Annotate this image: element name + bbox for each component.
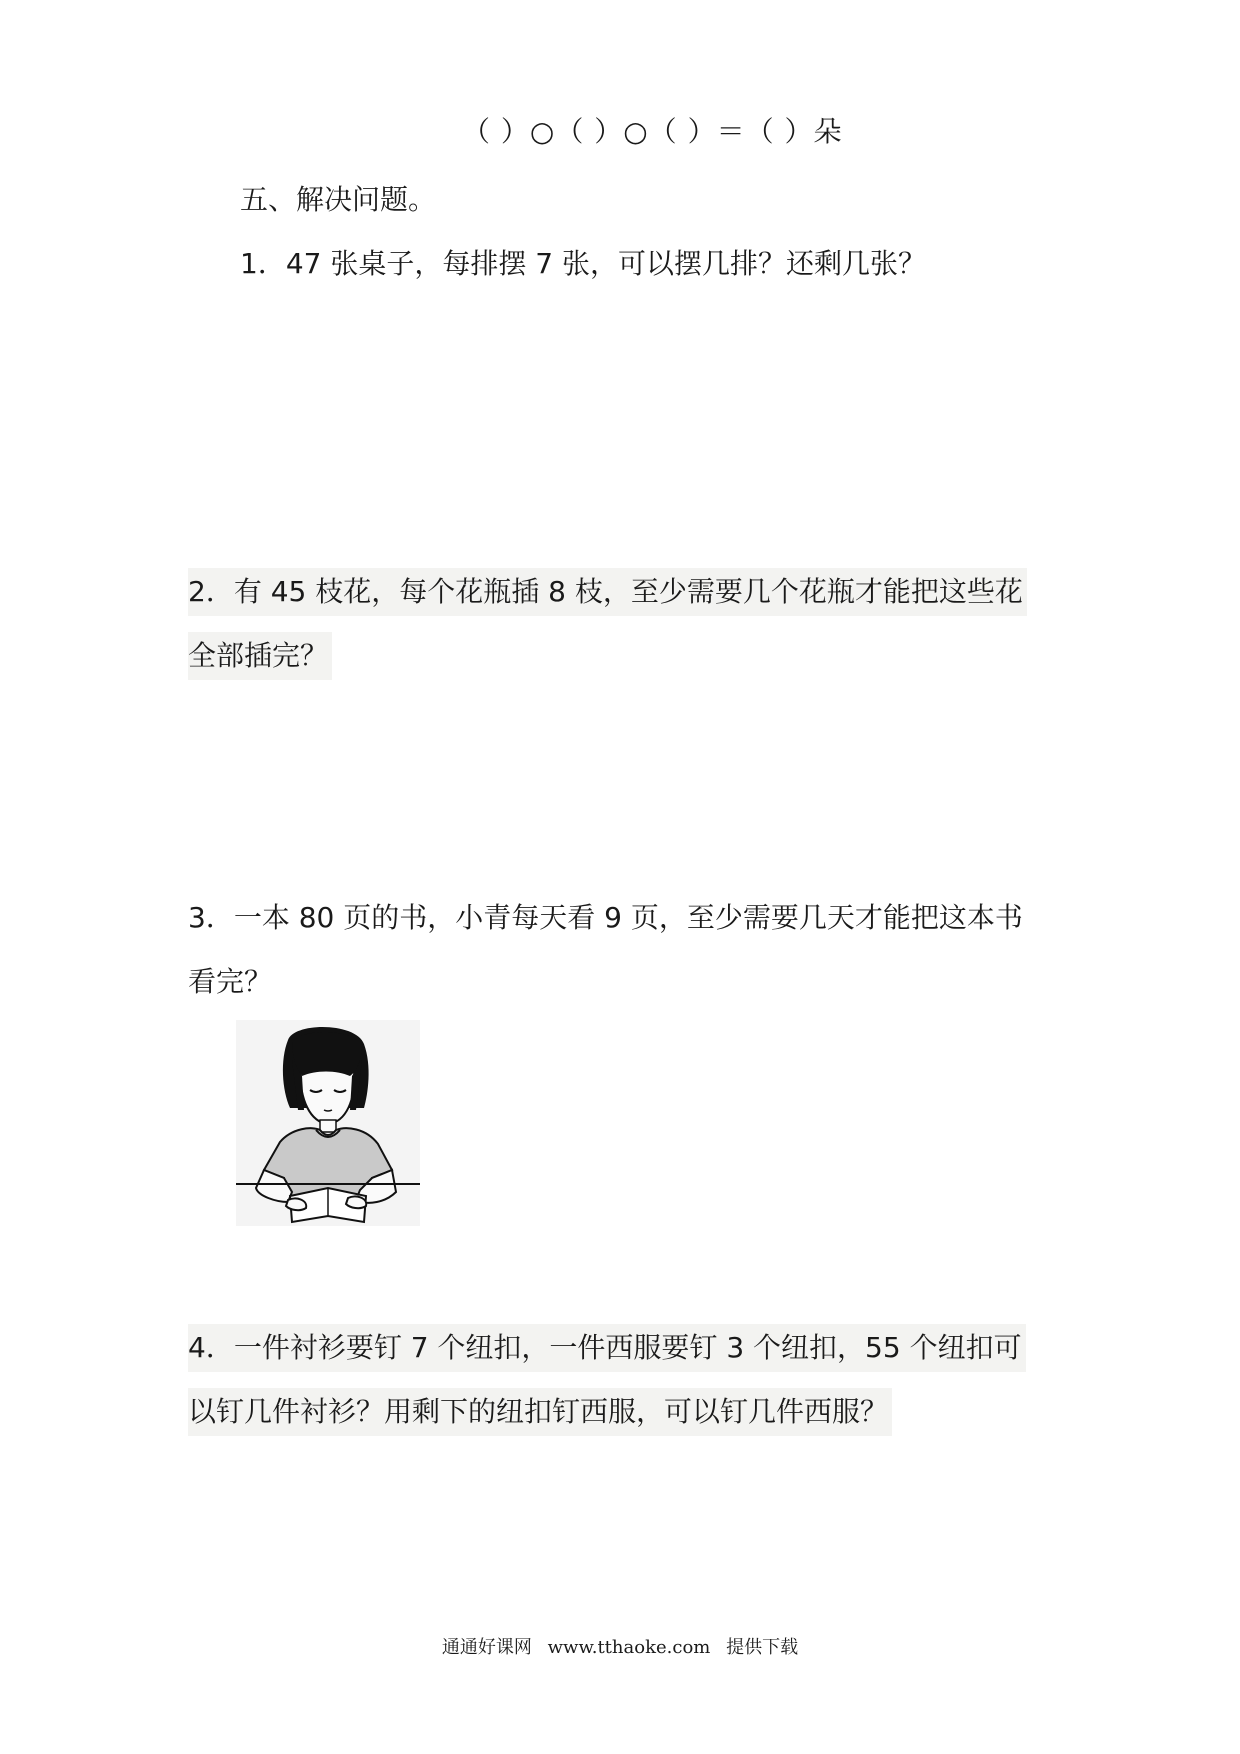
- section-heading: 五、解决问题。: [240, 183, 437, 216]
- page-footer: [0, 1636, 1240, 1660]
- footer-url-link[interactable]: www.tthaoke.com: [547, 1637, 711, 1658]
- question-3-line-1: 3．一本 80 页的书，小青每天看 9 页，至少需要几天才能把这本书: [188, 901, 1023, 934]
- question-4-line-2: 以钉几件衬衫？用剩下的纽扣钉西服，可以钉几件西服？: [188, 1388, 892, 1436]
- question-4-line-1: 4．一件衬衫要钉 7 个纽扣，一件西服要钉 3 个纽扣，55 个纽扣可: [188, 1324, 1026, 1372]
- footer-download-note: 提供下载: [726, 1637, 799, 1658]
- answer-formula-line: （ ）○（ ）○（ ）＝（ ）朵: [462, 115, 843, 148]
- question-3-line-2: 看完？: [188, 965, 273, 998]
- question-1-line-1: 1．47 张桌子，每排摆 7 张，可以摆几排？还剩几张？: [240, 247, 926, 280]
- girl-reading-book-icon: [236, 1020, 420, 1226]
- footer-site-name: 通通好课网: [441, 1637, 532, 1658]
- question-2-line-1: 2．有 45 枝花，每个花瓶插 8 枝，至少需要几个花瓶才能把这些花: [188, 568, 1027, 616]
- question-2-line-2: 全部插完？: [188, 632, 332, 680]
